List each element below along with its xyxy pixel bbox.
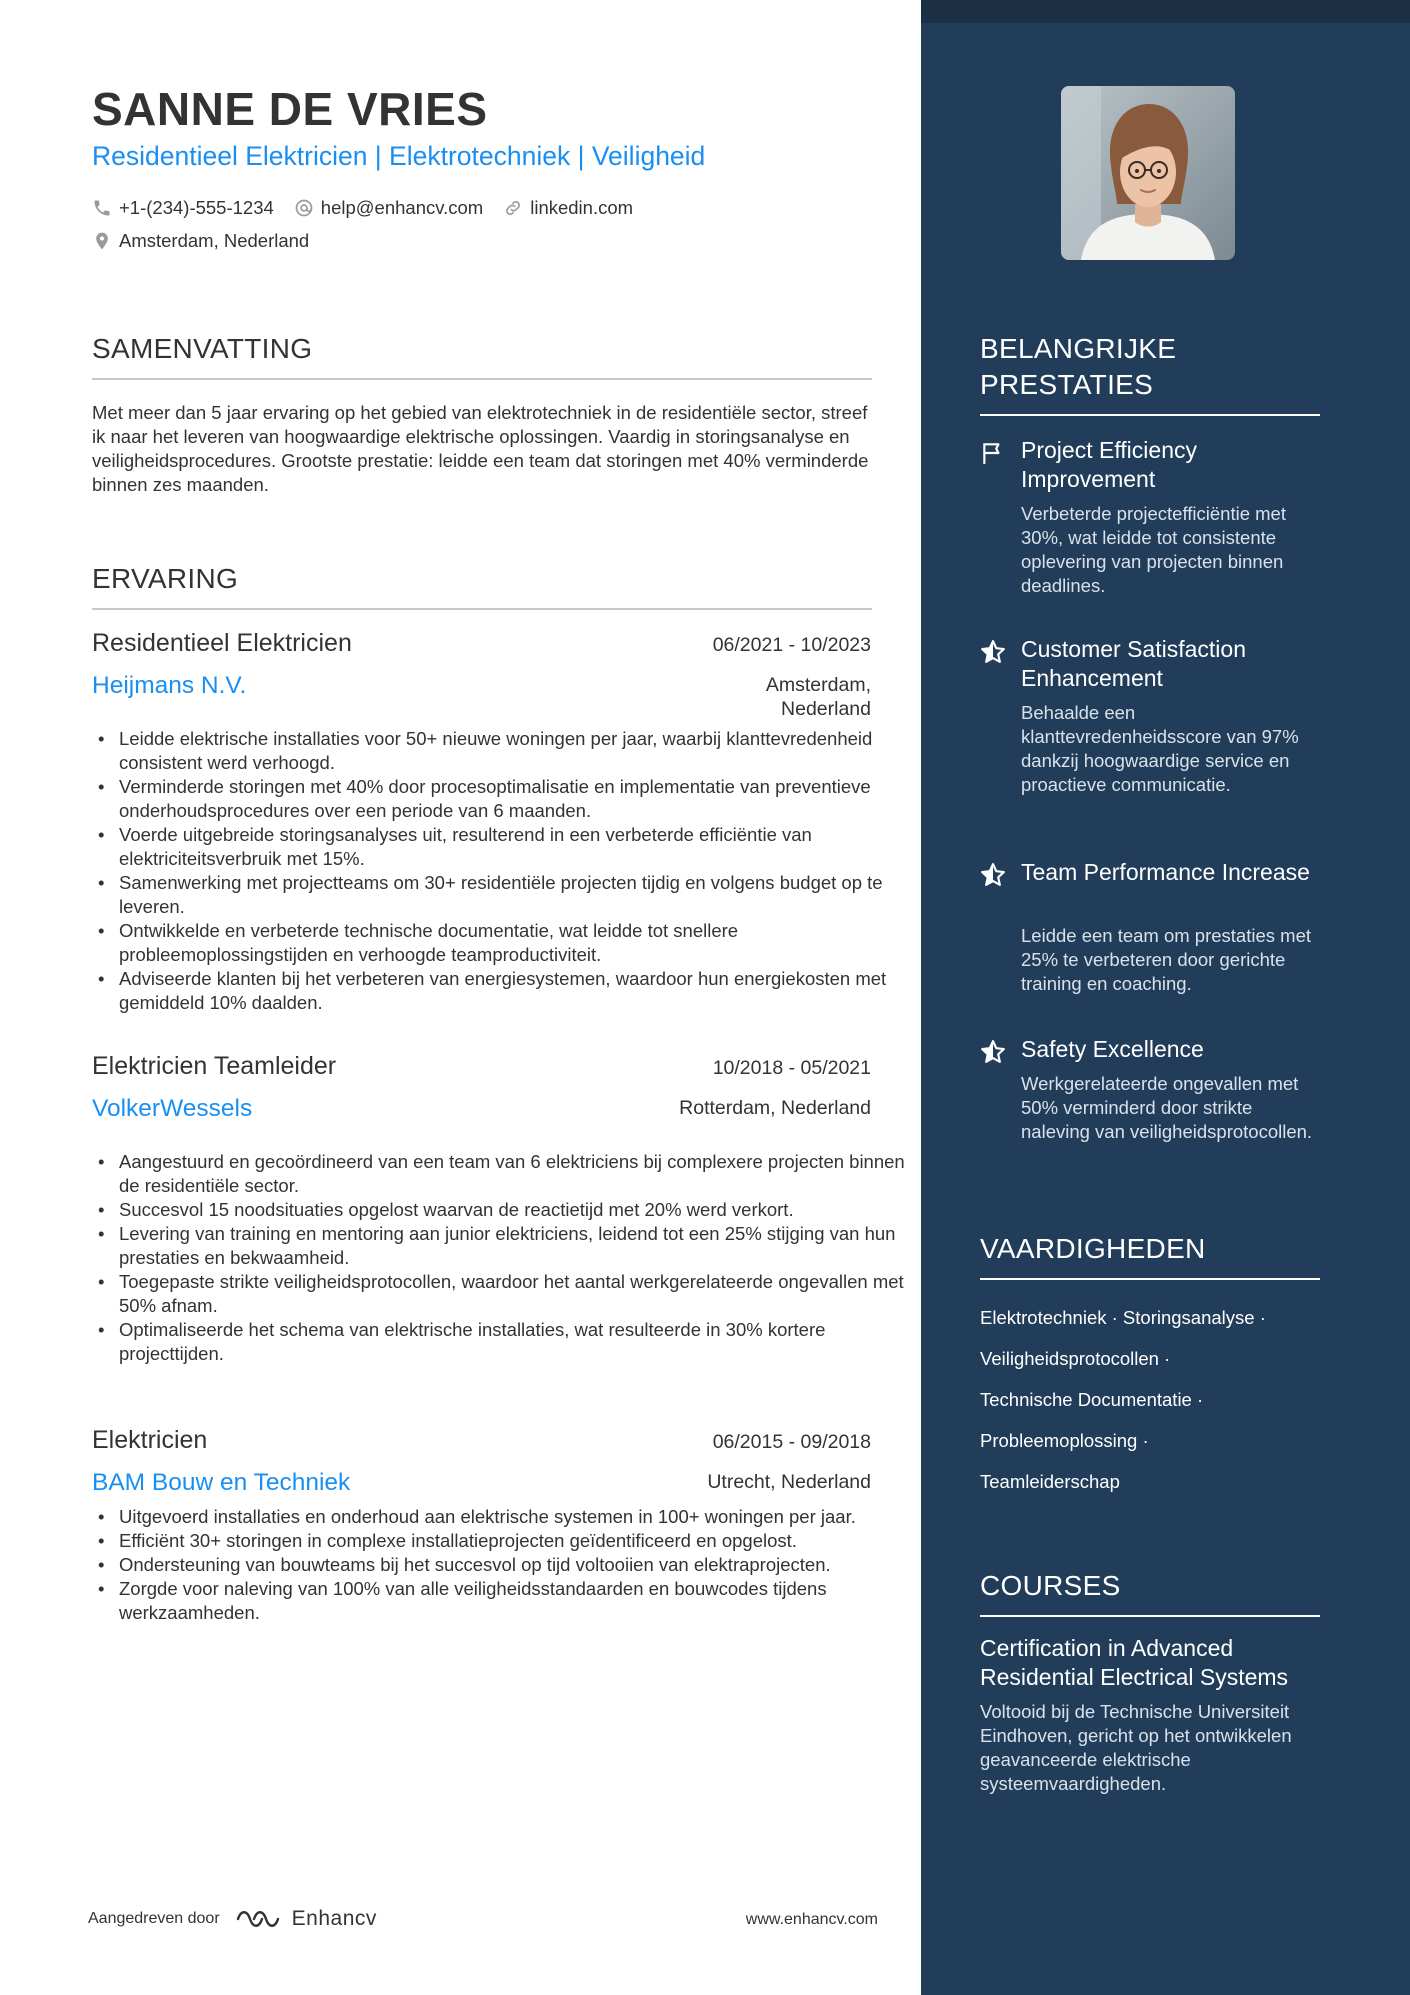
linkedin-text: linkedin.com	[530, 197, 634, 218]
achievement-desc: Behaalde een klanttevredenheidsscore van 97% dankzij hoogwaardige service en proactieve communicatie.	[1021, 702, 1299, 795]
sidebar	[921, 0, 1410, 1995]
achievements-title: BELANGRIJKE PRESTATIES	[980, 333, 1177, 400]
job-location: Amsterdam, Nederland	[765, 674, 871, 720]
achievements-divider	[980, 414, 1320, 416]
contact-linkedin[interactable]	[503, 197, 633, 219]
skill-line: Elektrotechniek · Storingsanalyse ·	[980, 1307, 1266, 1328]
star-icon	[980, 862, 1006, 888]
enhancv-logo-icon	[234, 1905, 284, 1933]
job-bullets	[92, 1505, 909, 1625]
company-name[interactable]: Heijmans N.V.	[92, 672, 247, 699]
skills-title: VAARDIGHEDEN	[980, 1233, 1206, 1264]
link-icon	[503, 198, 523, 218]
courses-divider	[980, 1615, 1320, 1617]
bullet: • Adviseerde klanten bij het verbeteren van energiesystemen, waardoor hun energiekosten met gemiddeld 10% daalden.	[119, 967, 909, 1015]
bullet: • Ontwikkelde en verbeterde technische documentatie, wat leidde tot snellere probleemoplossingstijden en verhoogde teamproductiviteit.	[119, 919, 909, 967]
name: SANNE DE VRIES	[92, 83, 488, 135]
job-dates: 10/2018 - 05/2021	[712, 1057, 871, 1079]
at-icon	[294, 198, 314, 218]
skill-line: Probleemoplossing ·	[980, 1430, 1149, 1451]
job-dates: 06/2021 - 10/2023	[712, 634, 871, 656]
skills-divider	[980, 1278, 1320, 1280]
job-title: Elektricien Teamleider	[92, 1052, 337, 1080]
achievement-desc: Leidde een team om prestaties met 25% te verbeteren door gerichte training en coaching.	[1021, 925, 1311, 994]
bullet: • Verminderde storingen met 40% door procesoptimalisatie en implementatie van preventieve onderhoudsprocedures over een periode van 6 maanden.	[119, 775, 909, 823]
job-bullets	[92, 727, 909, 1015]
avatar-image	[1061, 86, 1235, 260]
experience-title: ERVARING	[92, 563, 239, 594]
job-location: Rotterdam, Nederland	[679, 1097, 871, 1119]
bullet: • Leidde elektrische installaties voor 50+ nieuwe woningen per jaar, waarbij klanttevredenheid consistent werd verhoogd.	[119, 727, 909, 775]
bullet: • Toegepaste strikte veiligheidsprotocollen, waardoor het aantal werkgerelateerde ongevallen met 50% afnam.	[119, 1270, 909, 1318]
bullet: • Uitgevoerd installaties en onderhoud aan elektrische systemen in 100+ woningen per jaar.	[119, 1505, 909, 1529]
bullet: • Optimaliseerde het schema van elektrische installaties, wat resulteerde in 30% kortere projecttijden.	[119, 1318, 909, 1366]
achievement-desc: Werkgerelateerde ongevallen met 50% verminderd door strikte naleving van veiligheidsprotocollen.	[1021, 1073, 1313, 1142]
contact-phone[interactable]	[92, 197, 274, 219]
star-icon	[980, 639, 1006, 665]
bullet: • Samenwerking met projectteams om 30+ residentiële projecten tijdig en volgens budget op te leveren.	[119, 871, 909, 919]
footer-url[interactable]: www.enhancv.com	[745, 1911, 878, 1928]
achievement-title: Project Efficiency Improvement	[1021, 437, 1197, 492]
footer-powered-by[interactable]	[88, 1905, 377, 1933]
company-name[interactable]: VolkerWessels	[92, 1095, 253, 1122]
headline: Residentieel Elektricien | Elektrotechniek | Veiligheid	[92, 141, 706, 171]
job-location: Utrecht, Nederland	[707, 1471, 871, 1493]
contact-row	[92, 197, 653, 219]
job-bullets	[92, 1150, 909, 1366]
job-dates: 06/2015 - 09/2018	[712, 1431, 871, 1453]
skill-line: Technische Documentatie ·	[980, 1389, 1204, 1410]
achievement-title: Safety Excellence	[1021, 1036, 1204, 1062]
bullet: • Efficiënt 30+ storingen in complexe installatieprojecten geïdentificeerd en opgelost.	[119, 1529, 909, 1553]
bullet: • Zorgde voor naleving van 100% van alle veiligheidsstandaarden en bouwcodes tijdens werkzaamheden.	[119, 1577, 909, 1625]
skill-line: Veiligheidsprotocollen ·	[980, 1348, 1171, 1369]
company-name[interactable]: BAM Bouw en Techniek	[92, 1469, 351, 1496]
experience-divider	[92, 608, 872, 610]
summary-title: SAMENVATTING	[92, 333, 313, 364]
course-title: Certification in Advanced Residential Electrical Systems	[980, 1635, 1289, 1690]
phone-icon	[92, 198, 112, 218]
summary-text: Met meer dan 5 jaar ervaring op het gebied van elektrotechniek in de residentiële sector, streef ik naar het leveren van hoogwaardige elektrische oplossingen. Vaardig in storingsanalyse en veiligheidsprocedures. Grootste prestatie: leidde een team dat storingen met 40% verminderde binnen zes maanden.	[92, 402, 869, 495]
job-title: Residentieel Elektricien	[92, 629, 352, 657]
bullet: • Succesvol 15 noodsituaties opgelost waarvan de reactietijd met 20% werd verkort.	[119, 1198, 909, 1222]
achievement-title: Customer Satisfaction Enhancement	[1021, 636, 1246, 691]
powered-by-text: Aangedreven door	[88, 1910, 220, 1927]
achievement-desc: Verbeterde projectefficiëntie met 30%, wat leidde tot consistente oplevering van projecten binnen deadlines.	[1021, 503, 1286, 596]
bullet: • Voerde uitgebreide storingsanalyses uit, resulterend in een verbeterde efficiëntie van elektriciteitsverbruik met 15%.	[119, 823, 909, 871]
bullet: • Aangestuurd en gecoördineerd van een team van 6 elektriciens bij complexere projecten binnen de residentiële sector.	[119, 1150, 909, 1198]
enhancv-brand: Enhancv	[291, 1907, 377, 1930]
location-text: Amsterdam, Nederland	[119, 230, 310, 251]
skill-line: Teamleiderschap	[980, 1471, 1120, 1492]
contact-email[interactable]	[294, 197, 483, 219]
job-title: Elektricien	[92, 1426, 208, 1454]
skills-list	[980, 1297, 1330, 1502]
summary-divider	[92, 378, 872, 380]
star-icon	[980, 1039, 1006, 1065]
phone-text: +1-(234)-555-1234	[119, 197, 274, 218]
sidebar-top-bar	[921, 0, 1410, 23]
courses-title: COURSES	[980, 1570, 1121, 1601]
bullet: • Ondersteuning van bouwteams bij het succesvol op tijd voltooiien van elektraprojecten.	[119, 1553, 909, 1577]
flag-icon	[980, 440, 1006, 466]
profile-photo	[1061, 86, 1235, 260]
contact-row-location	[92, 230, 329, 252]
contact-location	[92, 230, 309, 252]
location-pin-icon	[92, 231, 112, 251]
email-text: help@enhancv.com	[320, 197, 484, 218]
achievement-title: Team Performance Increase	[1021, 859, 1310, 885]
bullet: • Levering van training en mentoring aan junior elektriciens, leidend tot een 25% stijging van hun prestaties en bekwaamheid.	[119, 1222, 909, 1270]
course-desc: Voltooid bij de Technische Universiteit Eindhoven, gericht op het ontwikkelen geavanceerde elektrische systeemvaardigheden.	[980, 1701, 1292, 1794]
